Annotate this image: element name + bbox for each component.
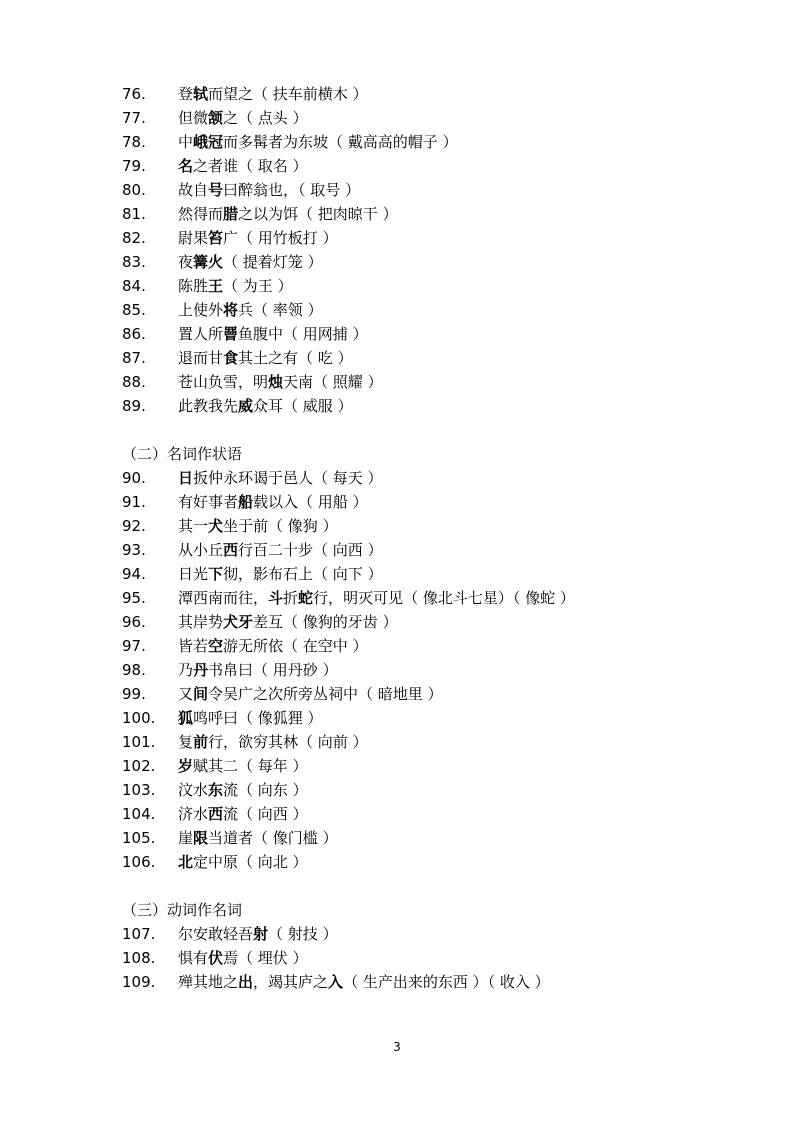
sentence-text: 其土之有（ 吃 ） (238, 349, 353, 367)
key-word: 狐 (178, 709, 194, 727)
item-number: 85. (122, 301, 146, 319)
sentence-text: 又 (178, 685, 194, 703)
sentence-text: 夜 (178, 253, 194, 271)
key-word: 篝火 (193, 253, 224, 271)
exercise-item (122, 538, 762, 562)
key-word: 轼 (193, 85, 209, 103)
sentence-text: （ 射技 ） (268, 925, 338, 943)
sentence-text: 乃 (178, 661, 194, 679)
exercise-item (122, 298, 762, 322)
sentence-text: 众耳（ 威服 ） (253, 397, 353, 415)
item-sentence (178, 970, 550, 994)
sentence-text: 流（ 向东 ） (223, 781, 308, 799)
sentence-text: 载以入（ 用船 ） (253, 493, 368, 511)
sentence-text: 然得而 (178, 205, 224, 223)
sentence-text: 济水 (178, 805, 209, 823)
exercise-list (122, 82, 762, 994)
item-sentence (178, 130, 458, 154)
exercise-item (122, 226, 762, 250)
item-number: 91. (122, 493, 146, 511)
item-sentence (178, 634, 368, 658)
item-sentence (178, 346, 353, 370)
sentence-text: 之以为饵（ 把肉晾干 ） (238, 205, 398, 223)
exercise-item (122, 850, 762, 874)
item-number: 108. (122, 949, 156, 967)
key-word: 食 (223, 349, 239, 367)
item-sentence (178, 154, 308, 178)
key-word: 间 (193, 685, 209, 703)
item-number: 93. (122, 541, 146, 559)
section-gap (122, 418, 762, 442)
sentence-text: 令吴广之次所旁丛祠中（ 暗地里 ） (208, 685, 443, 703)
item-sentence (178, 274, 293, 298)
sentence-text: 登 (178, 85, 194, 103)
item-sentence (178, 466, 383, 490)
item-number: 98. (122, 661, 146, 679)
item-number: 97. (122, 637, 146, 655)
key-word: 空 (208, 637, 224, 655)
item-sentence (178, 298, 323, 322)
key-word: 丹 (193, 661, 209, 679)
key-word: 将 (223, 301, 239, 319)
sentence-text: 崖 (178, 829, 194, 847)
sentence-text: 皆若 (178, 637, 209, 655)
item-number: 84. (122, 277, 146, 295)
exercise-item (122, 754, 762, 778)
exercise-item (122, 730, 762, 754)
item-number: 109. (122, 973, 156, 991)
item-sentence (178, 754, 308, 778)
key-word: 腊 (223, 205, 239, 223)
key-word: 烛 (268, 373, 284, 391)
sentence-text: 上使外 (178, 301, 224, 319)
sentence-text: 苍山负雪，明 (178, 373, 269, 391)
item-sentence (178, 490, 368, 514)
exercise-item (122, 826, 762, 850)
key-word: 王 (208, 277, 224, 295)
exercise-item (122, 946, 762, 970)
exercise-item (122, 514, 762, 538)
sentence-text: 游无所依（ 在空中 ） (223, 637, 368, 655)
exercise-item (122, 154, 762, 178)
key-word: 船 (238, 493, 254, 511)
exercise-item (122, 322, 762, 346)
item-number: 89. (122, 397, 146, 415)
sentence-text: 之者谁（ 取名 ） (193, 157, 308, 175)
exercise-item (122, 562, 762, 586)
item-number: 87. (122, 349, 146, 367)
exercise-item (122, 922, 762, 946)
key-word: 岁 (178, 757, 194, 775)
item-sentence (178, 202, 398, 226)
exercise-item (122, 394, 762, 418)
item-number: 104. (122, 805, 156, 823)
sentence-text: 坐于前（ 像狗 ） (223, 517, 338, 535)
sentence-text: 从小丘 (178, 541, 224, 559)
key-word: 犬牙 (223, 613, 254, 631)
item-number: 107. (122, 925, 156, 943)
exercise-item (122, 706, 762, 730)
item-sentence (178, 106, 308, 130)
key-word: 笞 (208, 229, 224, 247)
item-sentence (178, 850, 308, 874)
sentence-text: 而望之（ 扶车前横木 ） (208, 85, 368, 103)
key-word: 西 (223, 541, 239, 559)
exercise-item (122, 178, 762, 202)
key-word: 斗 (268, 589, 284, 607)
item-number: 90. (122, 469, 146, 487)
exercise-item (122, 682, 762, 706)
exercise-item (122, 250, 762, 274)
item-number: 80. (122, 181, 146, 199)
sentence-text: 故自 (178, 181, 209, 199)
sentence-text: 其一 (178, 517, 209, 535)
key-word: 东 (208, 781, 224, 799)
sentence-text: 尔安敢轻吾 (178, 925, 254, 943)
item-number: 83. (122, 253, 146, 271)
section-heading: （三）动词作名词 (122, 901, 243, 919)
exercise-item (122, 82, 762, 106)
sentence-text: 流（ 向西 ） (223, 805, 308, 823)
page-number: 3 (393, 1040, 401, 1054)
sentence-text: 鸣呼曰（ 像狐狸 ） (193, 709, 323, 727)
section-heading: （二）名词作状语 (122, 445, 243, 463)
sentence-text: 广（ 用竹板打 ） (223, 229, 338, 247)
item-number: 78. (122, 133, 146, 151)
sentence-text: 惧有 (178, 949, 209, 967)
item-sentence (178, 730, 368, 754)
exercise-item (122, 778, 762, 802)
item-number: 88. (122, 373, 146, 391)
sentence-text: 之（ 点头 ） (223, 109, 308, 127)
exercise-item (122, 490, 762, 514)
exercise-item (122, 370, 762, 394)
item-sentence (178, 178, 360, 202)
sentence-text: 复 (178, 733, 194, 751)
sentence-text: 定中原（ 向北 ） (193, 853, 308, 871)
sentence-text: 差互（ 像狗的牙齿 ） (253, 613, 398, 631)
item-sentence (178, 370, 383, 394)
item-sentence (178, 322, 368, 346)
sentence-text: 其岸势 (178, 613, 224, 631)
item-number: 81. (122, 205, 146, 223)
item-number: 100. (122, 709, 156, 727)
sentence-text: 此教我先 (178, 397, 239, 415)
key-word: 蛇 (298, 589, 314, 607)
sentence-text: 中 (178, 133, 194, 151)
exercise-item (122, 466, 762, 490)
sentence-text: 有好事者 (178, 493, 239, 511)
sentence-text: （ 为王 ） (223, 277, 293, 295)
sentence-text: 殚其地之 (178, 973, 239, 991)
item-sentence (178, 250, 323, 274)
sentence-text: 行，明灭可见（ 像北斗七星）（ 像蛇 ） (313, 589, 575, 607)
exercise-item (122, 610, 762, 634)
exercise-item (122, 802, 762, 826)
key-word: 前 (193, 733, 209, 751)
key-word: 犬 (208, 517, 224, 535)
key-word: 日 (178, 469, 194, 487)
sentence-text: 行，欲穷其林（ 向前 ） (208, 733, 368, 751)
exercise-item (122, 130, 762, 154)
item-number: 76. (122, 85, 146, 103)
sentence-text: 扳仲永环谒于邑人（ 每天 ） (193, 469, 383, 487)
key-word: 罾 (223, 325, 239, 343)
key-word: 限 (193, 829, 209, 847)
sentence-text: 置人所 (178, 325, 224, 343)
item-number: 79. (122, 157, 146, 175)
exercise-item (122, 586, 762, 610)
key-word: 出 (238, 973, 254, 991)
sentence-text: 折 (283, 589, 299, 607)
sentence-text: 而多髯者为东坡（ 戴高高的帽子 ） (223, 133, 458, 151)
item-sentence (178, 706, 323, 730)
item-number: 105. (122, 829, 156, 847)
item-number: 102. (122, 757, 156, 775)
sentence-text: 当道者（ 像门槛 ） (208, 829, 338, 847)
key-word: 伏 (208, 949, 224, 967)
exercise-item (122, 106, 762, 130)
item-sentence (178, 394, 353, 418)
item-sentence (178, 562, 383, 586)
sentence-text: 鱼腹中（ 用网捕 ） (238, 325, 368, 343)
sentence-text: 赋其二（ 每年 ） (193, 757, 308, 775)
item-sentence (178, 226, 338, 250)
item-number: 82. (122, 229, 146, 247)
key-word: 峨冠 (193, 133, 224, 151)
exercise-item (122, 274, 762, 298)
sentence-text: （ 提着灯笼 ） (223, 253, 323, 271)
key-word: 射 (253, 925, 269, 943)
exercise-item (122, 202, 762, 226)
item-sentence (178, 586, 575, 610)
sentence-text: 但微 (178, 109, 209, 127)
item-number: 101. (122, 733, 156, 751)
item-sentence (178, 802, 308, 826)
key-word: 入 (328, 973, 344, 991)
item-number: 103. (122, 781, 156, 799)
sentence-text: 退而甘 (178, 349, 224, 367)
sentence-text: 书帛曰（ 用丹砂 ） (208, 661, 338, 679)
item-sentence (178, 82, 368, 106)
item-sentence (178, 778, 308, 802)
item-number: 77. (122, 109, 146, 127)
exercise-item (122, 970, 762, 994)
key-word: 西 (208, 805, 224, 823)
item-number: 96. (122, 613, 146, 631)
item-number: 106. (122, 853, 156, 871)
key-word: 北 (178, 853, 194, 871)
key-word: 号 (208, 181, 224, 199)
item-number: 99. (122, 685, 146, 703)
sentence-text: 汶水 (178, 781, 209, 799)
sentence-text: 潭西南而往， (178, 589, 269, 607)
exercise-item (122, 346, 762, 370)
exercise-item (122, 658, 762, 682)
item-number: 95. (122, 589, 146, 607)
key-word: 颔 (208, 109, 224, 127)
sentence-text: 曰醉翁也，（ 取号 ） (223, 181, 361, 199)
exercise-item (122, 634, 762, 658)
sentence-text: 彻，影布石上（ 向下 ） (223, 565, 383, 583)
sentence-text: 天南（ 照耀 ） (283, 373, 383, 391)
sentence-text: 日光 (178, 565, 209, 583)
sentence-text: 兵（ 率领 ） (238, 301, 323, 319)
item-sentence (178, 538, 383, 562)
sentence-text: ，竭其庐之 (253, 973, 329, 991)
item-sentence (178, 922, 338, 946)
item-number: 94. (122, 565, 146, 583)
sentence-text: 陈胜 (178, 277, 209, 295)
item-sentence (178, 826, 338, 850)
section-gap (122, 874, 762, 898)
item-sentence (178, 610, 398, 634)
item-number: 92. (122, 517, 146, 535)
sentence-text: 焉（ 埋伏 ） (223, 949, 308, 967)
sentence-text: 尉果 (178, 229, 209, 247)
item-number: 86. (122, 325, 146, 343)
item-sentence (178, 946, 308, 970)
item-sentence (178, 658, 338, 682)
key-word: 下 (208, 565, 224, 583)
key-word: 威 (238, 397, 254, 415)
sentence-text: （ 生产出来的东西 ）（ 收入 ） (343, 973, 550, 991)
sentence-text: 行百二十步（ 向西 ） (238, 541, 383, 559)
item-sentence (178, 514, 338, 538)
item-sentence (178, 682, 443, 706)
key-word: 名 (178, 157, 194, 175)
